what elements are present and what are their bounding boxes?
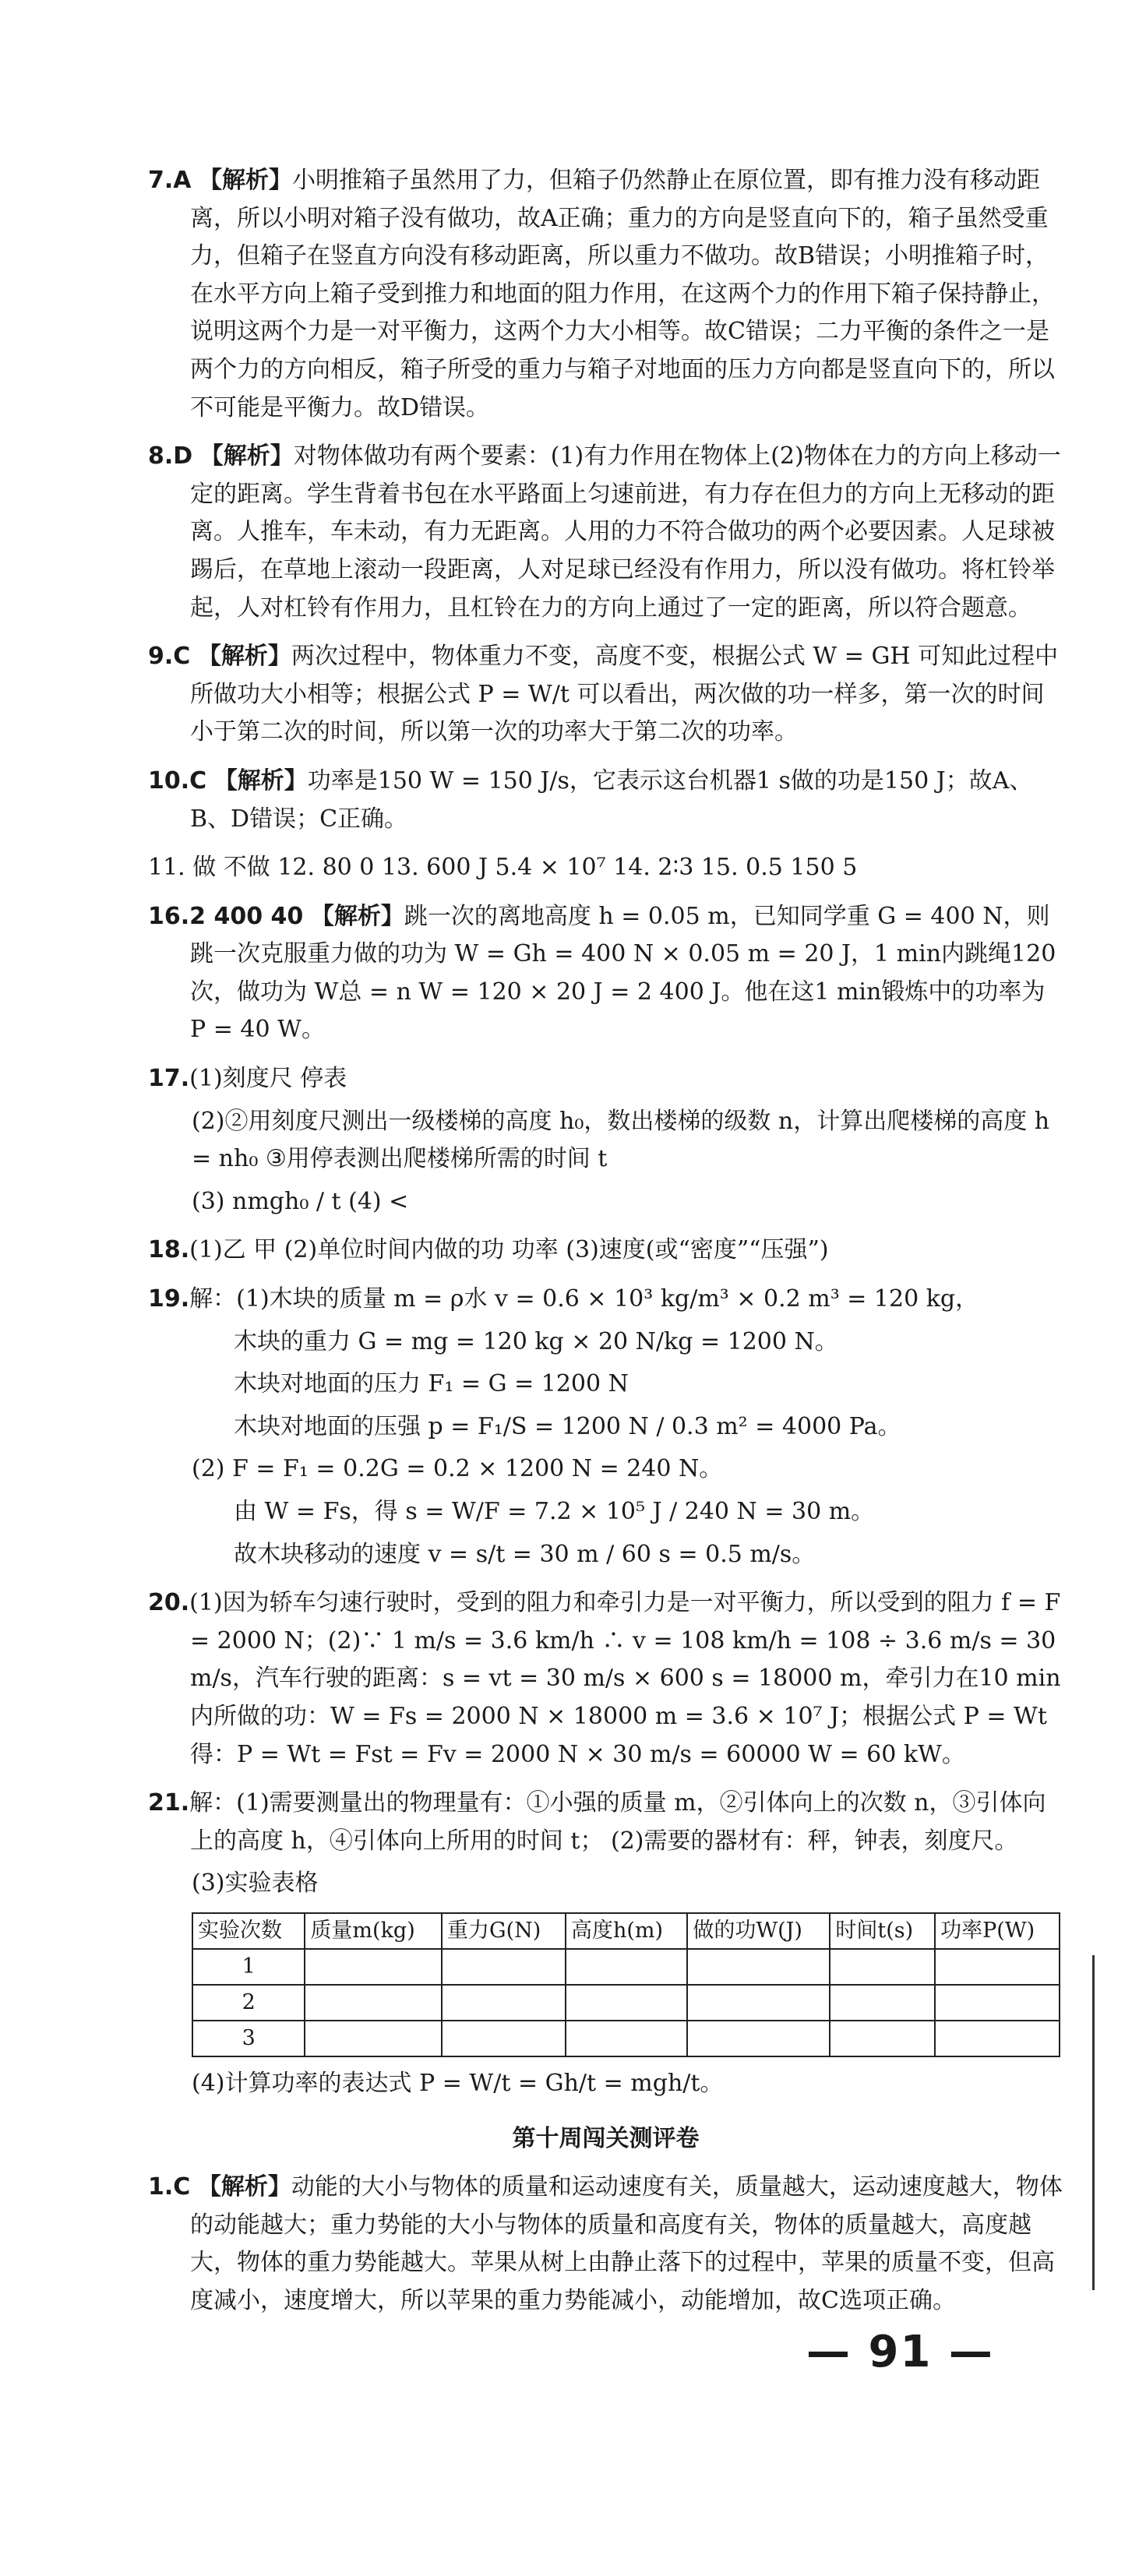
table-cell	[442, 1985, 566, 2021]
q18-text: (1)乙 甲 (2)单位时间内做的功 功率 (3)速度(或“密度”“压强”)	[189, 1236, 829, 1264]
s1-answer: C	[173, 2173, 191, 2201]
table-header-cell: 重力G(N)	[442, 1913, 566, 1949]
table-cell	[305, 1949, 442, 1985]
table-header-cell: 实验次数	[192, 1913, 305, 1949]
q10-analysis-text: 功率是150 W = 150 J/s，它表示这台机器1 s做的功是150 J；故A、B、D错误；C正确。	[190, 766, 1033, 833]
table-row	[192, 1985, 1060, 2021]
q19-line1: 解：(1)木块的质量 m = ρ水 v = 0.6 × 10³ kg/m³ × 0.2 m³ = 120 kg，	[189, 1285, 979, 1313]
q17-part1: (1)刻度尺 停表	[189, 1065, 347, 1093]
q16-number: 16.	[148, 902, 190, 930]
table-header-cell: 时间t(s)	[830, 1913, 935, 1949]
table-header-row	[192, 1913, 1060, 1949]
answer-s1	[148, 2169, 1063, 2320]
q19-line7: 故木块移动的速度 v = s/t = 30 m / 60 s = 0.5 m/s。	[234, 1540, 816, 1568]
q19-line5: (2) F = F₁ = 0.2G = 0.2 × 1200 N = 240 N。	[192, 1455, 723, 1483]
answer-q20	[148, 1584, 1063, 1774]
answer-q18	[148, 1232, 1063, 1270]
section-title: 第十周闯关测评卷	[512, 2124, 700, 2152]
q19-line4: 木块对地面的压强 p = F₁/S = 1200 N / 0.3 m² = 4000 Pa。	[234, 1412, 901, 1440]
table-cell	[442, 2021, 566, 2056]
q7-analysis-tag: 【解析】	[199, 167, 293, 194]
margin-rule	[1092, 1955, 1095, 2290]
q21-part4: (4)计算功率的表达式 P = W/t = Gh/t = mgh/t。	[192, 2069, 724, 2097]
table-cell-trial: 2	[192, 1985, 305, 2021]
s1-number: 1.	[148, 2173, 174, 2201]
answer-q10	[148, 763, 1063, 838]
q8-analysis-tag: 【解析】	[199, 442, 294, 470]
q21-part1: 解：(1)需要测量出的物理量有：①小强的质量 m，②引体向上的次数 n，③引体向上的高度 h，④引体向上所用的时间 t； (2)需要的器材有：秤，钟表，刻度尺。	[189, 1789, 1046, 1855]
q10-analysis-tag: 【解析】	[213, 766, 308, 795]
table-cell	[687, 1949, 830, 1985]
q9-analysis-text: 两次过程中，物体重力不变，高度不变，根据公式 W = GH 可知此过程中所做功大小相等；根据公式 P = W/t 可以看出，两次做的功一样多，第一次的时间小于第二次的时间，所以第一次的功率大于第二次的功率。	[190, 643, 1059, 746]
table-cell-trial: 3	[192, 2021, 305, 2056]
q18-number: 18.	[148, 1236, 190, 1264]
table-cell	[566, 1985, 687, 2021]
table-cell	[566, 2021, 687, 2056]
q16-analysis-text: 跳一次的离地高度 h = 0.05 m，已知同学重 G = 400 N，则跳一次克服重力做的功为 W = Gh = 400 N × 0.05 m = 20 J，1 min内跳绳120次，做功为 W总 = n W = 120 × 20 J = 2 400 J。他在这1 min锻炼中的功率为 P = 40 W。	[190, 902, 1056, 1044]
answer-q19	[148, 1281, 1063, 1319]
q9-answer: C	[173, 643, 191, 671]
answer-q16	[148, 898, 1063, 1049]
table-cell	[687, 1985, 830, 2021]
answer-q7	[148, 162, 1063, 427]
q7-number: 7.	[148, 167, 174, 194]
q19-line2: 木块的重力 G = mg = 120 kg × 20 N/kg = 1200 N。	[234, 1327, 838, 1355]
answer-content	[148, 162, 1063, 2321]
s1-analysis-tag: 【解析】	[197, 2173, 291, 2201]
q19-number: 19.	[148, 1285, 190, 1313]
answer-q21	[148, 1785, 1063, 1860]
table-header-cell: 质量m(kg)	[305, 1913, 442, 1949]
answer-q9	[148, 638, 1063, 752]
q7-analysis-text: 小明推箱子虽然用了力，但箱子仍然静止在原位置，即有推力没有移动距离，所以小明对箱子没有做功，故A正确；重力的方向是竖直向下的，箱子虽然受重力，但箱子在竖直方向没有移动距离，所以重力不做功。故B错误；小明推箱子时，在水平方向上箱子受到推力和地面的阻力作用，在这两个力的作用下箱子保持静止，说明这两个力是一对平衡力，这两个力大小相等。故C错误；二力平衡的条件之一是两个力的方向相反，箱子所受的重力与箱子对地面的压力方向都是竖直向下的，所以不可能是平衡力。故D错误。	[190, 167, 1055, 421]
q17-part3: (3) nmgh₀ / t (4) <	[192, 1187, 409, 1215]
table-row	[192, 2021, 1060, 2056]
q11-q15-line: 11. 做 不做 12. 80 0 13. 600 J 5.4 × 10⁷ 14. 2∶3 15. 0.5 150 5	[148, 854, 858, 882]
answer-q11-q15	[148, 849, 1063, 887]
q20-number: 20.	[148, 1589, 190, 1617]
q9-number: 9.	[148, 643, 174, 671]
table-cell	[830, 1949, 935, 1985]
q7-answer: A	[173, 167, 192, 194]
q16-analysis-tag: 【解析】	[310, 902, 404, 930]
table-cell	[442, 1949, 566, 1985]
q17-part2: (2)②用刻度尺测出一级楼梯的高度 h₀，数出楼梯的级数 n，计算出爬楼梯的高度 h = nh₀ ③用停表测出爬楼梯所需的时间 t	[192, 1107, 1050, 1173]
q21-part3-label: (3)实验表格	[192, 1869, 319, 1898]
q21-number: 21.	[148, 1789, 190, 1817]
q8-answer: D	[173, 442, 193, 470]
table-cell	[935, 1949, 1060, 1985]
table-row	[192, 1949, 1060, 1985]
experiment-table	[192, 1912, 1060, 2057]
q17-number: 17.	[148, 1065, 190, 1093]
q16-answer: 2 400 40	[189, 902, 304, 930]
table-cell	[830, 2021, 935, 2056]
q8-analysis-text: 对物体做功有两个要素：(1)有力作用在物体上(2)物体在力的方向上移动一定的距离。学生背着书包在水平路面上匀速前进，有力存在但力的方向上无移动的距离。人推车，车未动，有力无距离。人用的力不符合做功的两个必要因素。人足球被踢后，在草地上滚动一段距离，人对足球已经没有作用力，所以没有做功。将杠铃举起，人对杠铃有作用力，且杠铃在力的方向上通过了一定的距离，所以符合题意。	[190, 442, 1061, 622]
table-cell	[935, 2021, 1060, 2056]
table-cell	[305, 2021, 442, 2056]
table-cell	[687, 2021, 830, 2056]
q8-number: 8.	[148, 442, 174, 470]
table-header-cell: 功率P(W)	[935, 1913, 1060, 1949]
q10-answer: C	[189, 766, 207, 795]
q19-line3: 木块对地面的压力 F₁ = G = 1200 N	[234, 1370, 629, 1398]
q9-analysis-tag: 【解析】	[197, 643, 291, 671]
table-cell	[830, 1985, 935, 2021]
table-cell	[935, 1985, 1060, 2021]
q19-line6: 由 W = Fs，得 s = W/F = 7.2 × 10⁵ J / 240 N = 30 m。	[234, 1498, 875, 1525]
table-header-cell: 做的功W(J)	[687, 1913, 830, 1949]
q10-number: 10.	[148, 766, 190, 795]
table-cell-trial: 1	[192, 1949, 305, 1985]
answer-q8	[148, 438, 1063, 627]
page-number: — 91 —	[806, 2327, 994, 2377]
table-cell	[305, 1985, 442, 2021]
table-header-cell: 高度h(m)	[566, 1913, 687, 1949]
table-cell	[566, 1949, 687, 1985]
s1-analysis-text: 动能的大小与物体的质量和运动速度有关，质量越大，运动速度越大，物体的动能越大；重力势能的大小与物体的质量和高度有关，物体的质量越大，高度越大，物体的重力势能越大。苹果从树上由静止落下的过程中，苹果的质量不变，但高度减小，速度增大，所以苹果的重力势能减小，动能增加，故C选项正确。	[190, 2173, 1063, 2314]
q20-text: (1)因为轿车匀速行驶时，受到的阻力和牵引力是一对平衡力，所以受到的阻力 f = F = 2000 N；(2)∵ 1 m/s = 3.6 km/h ∴ v = 108 km/h = 108 ÷ 3.6 m/s = 30 m/s，汽车行驶的距离：s = vt = 30 m/s × 600 s = 18000 m，牵引力在10 min内所做的功：W = Fs = 2000 N × 18000 m = 3.6 × 10⁷ J；根据公式 P = Wt 得：P = Wt = Fst = Fv = 2000 N × 30 m/s = 60000 W = 60 kW。	[189, 1589, 1061, 1768]
answer-q17	[148, 1060, 1063, 1098]
